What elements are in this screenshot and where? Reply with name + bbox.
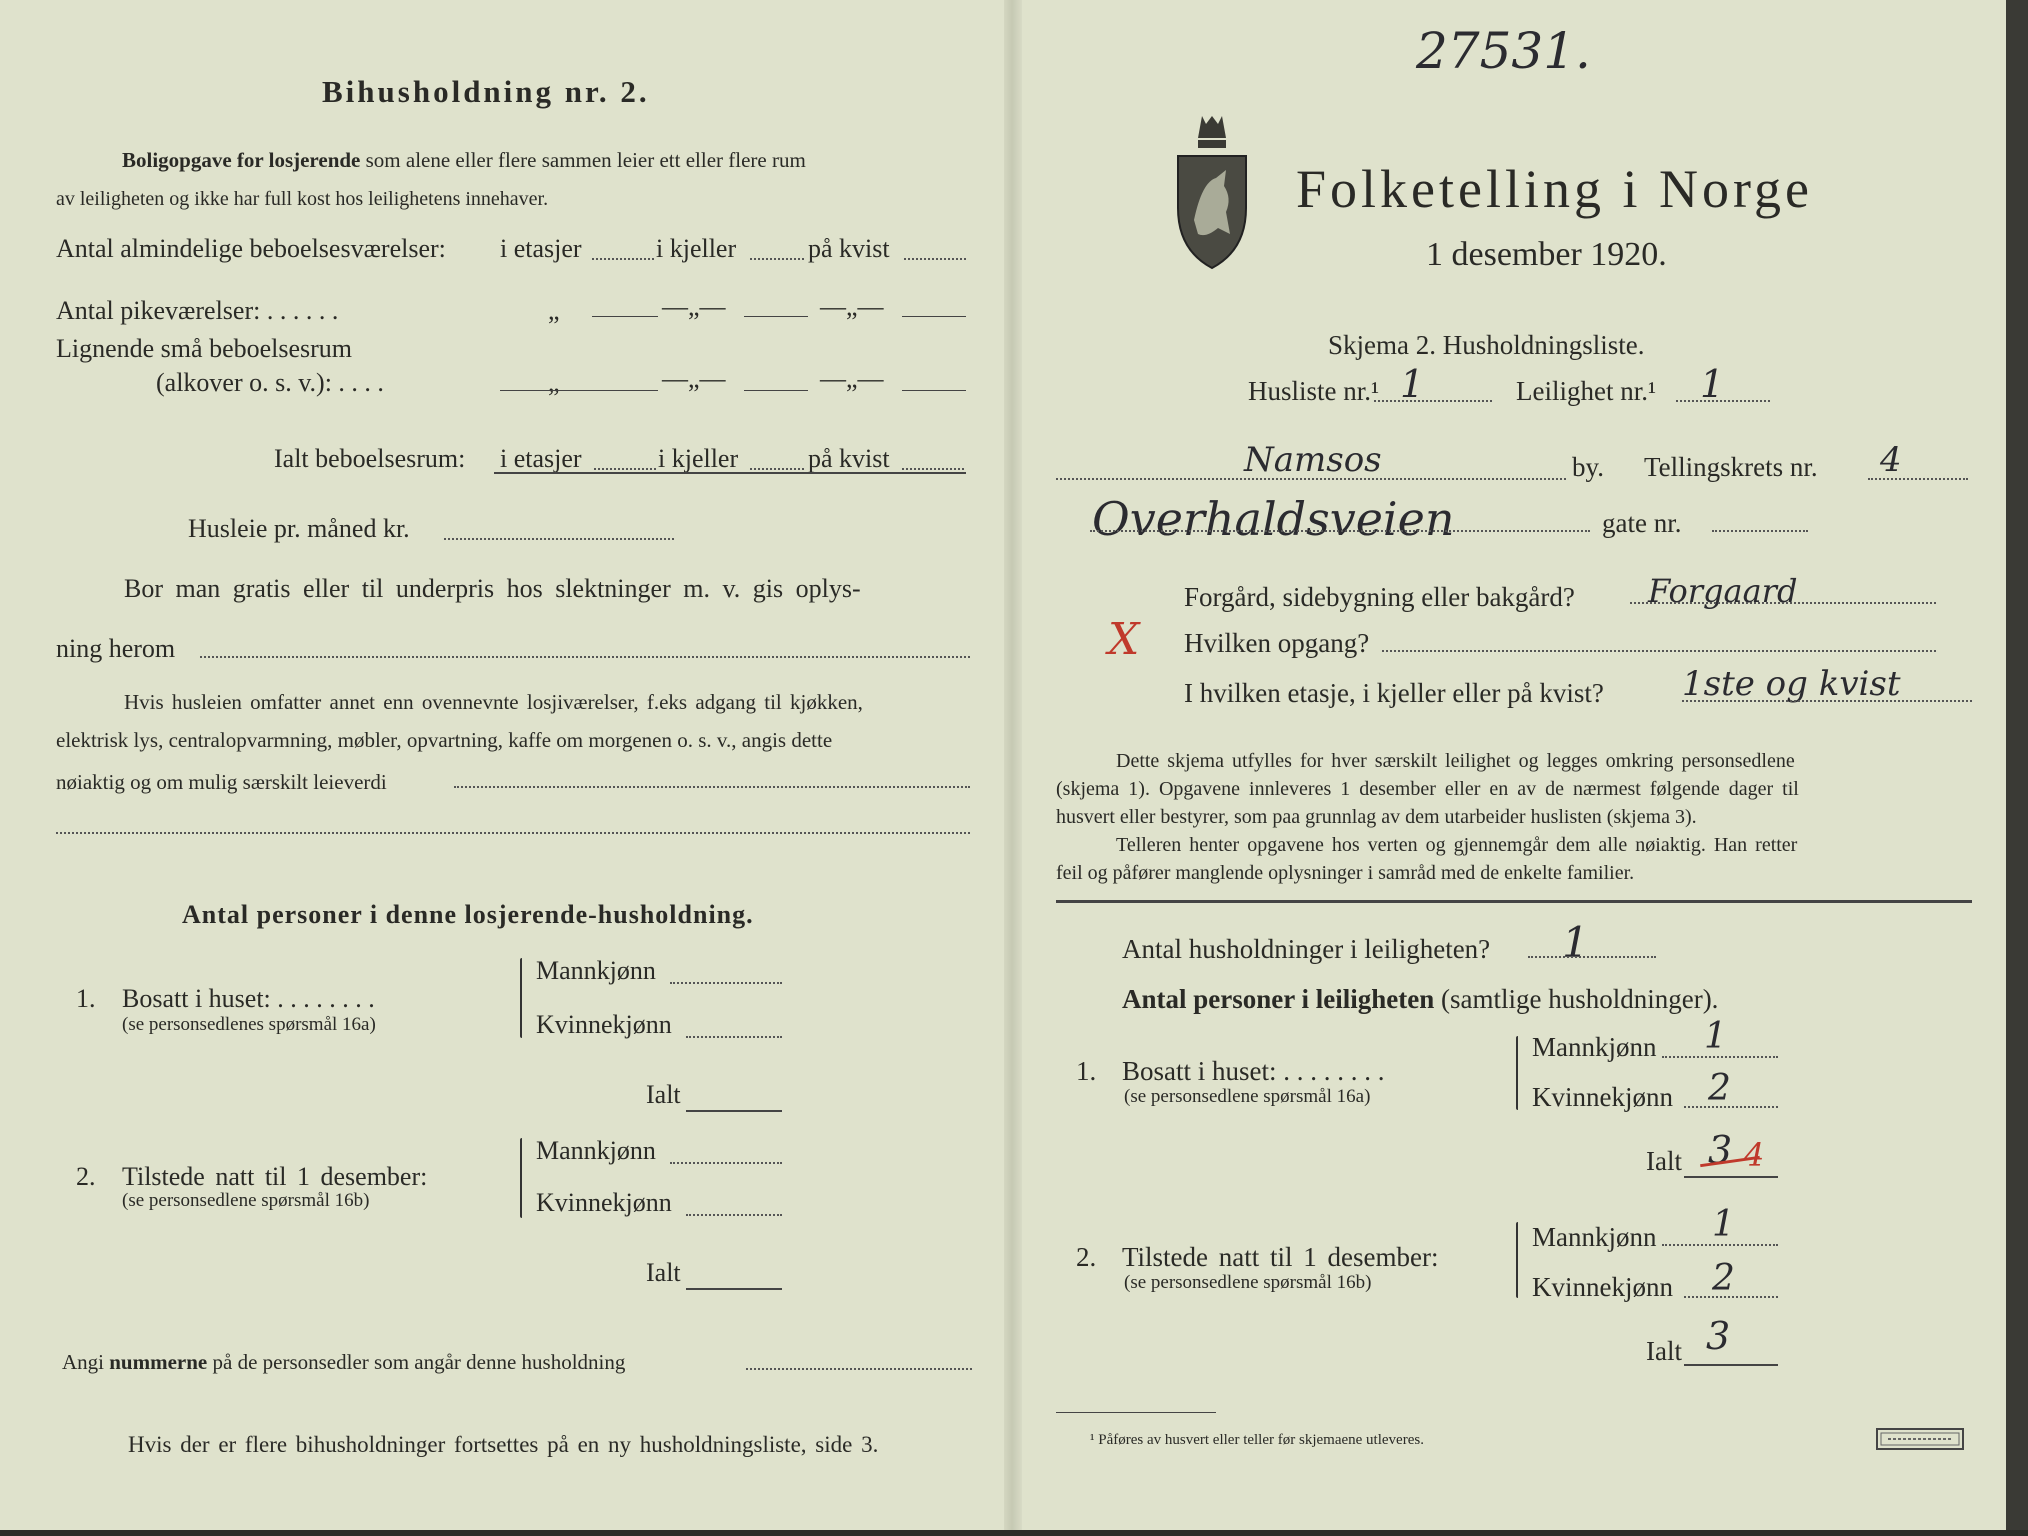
- right-q2-male-value[interactable]: 1: [1712, 1204, 1735, 1245]
- scan-edge: [2006, 0, 2028, 1536]
- right-q2-female-field[interactable]: [1684, 1296, 1778, 1298]
- gate-field[interactable]: [1090, 530, 1590, 532]
- husleie-para-1: Hvis husleien omfatter annet enn ovennevnte losjiværelser, f.eks adgang til kjøkken,: [124, 690, 863, 714]
- schema-label: Skjema 2. Husholdningsliste.: [1328, 330, 1645, 360]
- husliste-field[interactable]: [1374, 400, 1492, 402]
- right-date: 1 desember 1920.: [1426, 236, 1667, 273]
- left-q1-female-field[interactable]: [686, 1036, 782, 1038]
- husleie-para-3: nøiaktig og om mulig særskilt leieverdi: [56, 770, 387, 794]
- right-q1-total-struck: 4: [1744, 1136, 1765, 1174]
- opgang-mark: X: [1108, 614, 1140, 665]
- opgang-label: Hvilken opgang?: [1184, 628, 1370, 658]
- right-q1-male-label: Mannkjønn: [1532, 1032, 1657, 1062]
- total-kjeller-field[interactable]: [750, 468, 804, 470]
- small-rooms-label-1: Lignende små beboelsesrum: [56, 334, 353, 363]
- pike-kjeller-field[interactable]: [744, 316, 808, 317]
- pike-label: Antal pikeværelser: . . . . . .: [56, 296, 339, 325]
- husliste-value[interactable]: 1: [1400, 362, 1425, 406]
- right-q1-female-label: Kvinnekjønn: [1532, 1082, 1673, 1112]
- total-etasjer-field[interactable]: [594, 468, 656, 470]
- intro-line-2: av leiligheten og ikke har full kost hos leilighetens innehaver.: [56, 188, 549, 210]
- right-q1-label: Bosatt i huset: . . . . . . . .: [1122, 1056, 1385, 1086]
- right-persons-heading-bold: Antal personer i leiligheten: [1122, 984, 1435, 1014]
- rooms-label: Antal almindelige beboelsesværelser:: [56, 234, 446, 263]
- gate-label: gate nr.: [1602, 508, 1682, 538]
- right-persons-heading-rest: (samtlige husholdninger).: [1440, 984, 1719, 1014]
- small-rooms-label-2: (alkover o. s. v.): . . . .: [156, 368, 384, 397]
- by-field[interactable]: [1056, 478, 1566, 480]
- para2-line2: feil og påfører manglende oplysninger i samråd med de enkelte familier.: [1056, 862, 1635, 884]
- left-q2-label: Tilstede natt til 1 desember:: [122, 1162, 428, 1191]
- page-fold: [1004, 0, 1022, 1536]
- by-label: by.: [1572, 452, 1604, 482]
- krets-label: Tellingskrets nr.: [1644, 452, 1818, 482]
- left-q2-total-field[interactable]: [686, 1288, 782, 1290]
- right-q2-male-field[interactable]: [1662, 1244, 1778, 1246]
- left-footer: Hvis der er flere bihusholdninger fortsettes på en ny husholdningsliste, side 3.: [128, 1432, 879, 1457]
- forgard-value[interactable]: Forgaard: [1648, 572, 1798, 610]
- right-q2-total-value[interactable]: 3: [1706, 1314, 1731, 1358]
- total-rooms-col-etasjer: i etasjer: [500, 444, 582, 473]
- forgard-label: Forgård, sidebygning eller bakgård?: [1184, 582, 1575, 612]
- intro-rest: som alene eller flere sammen leier ett eller flere rum: [365, 148, 806, 172]
- leilighet-label: Leilighet nr.¹: [1516, 376, 1657, 406]
- left-q1-total-field[interactable]: [686, 1110, 782, 1112]
- section-divider: [1056, 900, 1972, 903]
- rent-label: Husleie pr. måned kr.: [188, 514, 410, 543]
- angi-line: [62, 1350, 625, 1375]
- pike-ditto: „: [548, 296, 560, 325]
- rooms-etasjer-field[interactable]: [592, 258, 654, 260]
- households-field[interactable]: [1528, 956, 1656, 958]
- right-persons-heading: [1122, 984, 1718, 1015]
- total-rooms-rule: [494, 472, 966, 474]
- left-q1-male-label: Mannkjønn: [536, 956, 656, 985]
- printer-stamp-icon: [1876, 1428, 1964, 1450]
- right-q1-brace: [1516, 1036, 1518, 1110]
- gate-value[interactable]: Overhaldsveien: [1092, 492, 1455, 546]
- rooms-col-kjeller: i kjeller: [656, 234, 737, 263]
- households-value[interactable]: 1: [1562, 918, 1589, 967]
- left-q2-sub: (se personsedlene spørsmål 16b): [122, 1190, 370, 1211]
- angi-rest: på de personsedler som angår denne husholdning: [212, 1350, 626, 1374]
- pike-kvist-field[interactable]: [902, 316, 966, 317]
- left-q1-num: 1.: [76, 984, 96, 1013]
- right-q2-male-label: Mannkjønn: [1532, 1222, 1657, 1252]
- right-q1-male-field[interactable]: [1662, 1056, 1778, 1058]
- angi-bold: nummerne: [109, 1350, 208, 1374]
- left-q1-female-label: Kvinnekjønn: [536, 1010, 672, 1039]
- right-q2-female-value[interactable]: 2: [1712, 1258, 1735, 1299]
- left-q2-male-field[interactable]: [670, 1162, 782, 1164]
- left-q1-total-label: Ialt: [646, 1080, 681, 1109]
- krets-field[interactable]: [1868, 478, 1968, 480]
- right-q2-num: 2.: [1076, 1242, 1097, 1272]
- total-rooms-col-kjeller: i kjeller: [658, 444, 739, 473]
- opgang-field[interactable]: [1382, 650, 1936, 652]
- intro-line-1: [122, 148, 806, 173]
- left-q1-sub: (se personsedlenes spørsmål 16a): [122, 1014, 376, 1035]
- right-q2-total-label: Ialt: [1646, 1336, 1682, 1366]
- right-q1-num: 1.: [1076, 1056, 1097, 1086]
- right-q1-sub: (se personsedlene spørsmål 16a): [1124, 1086, 1371, 1107]
- coat-of-arms-icon: [1172, 112, 1252, 272]
- small-rooms-ditto-3: —„—: [820, 364, 884, 393]
- gratis-line-1: Bor man gratis eller til underpris hos slektninger m. v. gis oplys-: [124, 574, 861, 603]
- by-value[interactable]: Namsos: [1244, 440, 1382, 480]
- leilighet-field[interactable]: [1676, 400, 1770, 402]
- husliste-label: Husliste nr.¹: [1248, 376, 1380, 406]
- left-q2-num: 2.: [76, 1162, 96, 1191]
- right-q1-male-value[interactable]: 1: [1704, 1016, 1727, 1057]
- total-rooms-col-kvist: på kvist: [808, 444, 890, 473]
- small-rooms-ditto-2: —„—: [662, 364, 726, 393]
- right-q1-female-field[interactable]: [1684, 1106, 1778, 1108]
- left-q1-brace: [520, 958, 522, 1038]
- right-q1-total-label: Ialt: [1646, 1146, 1682, 1176]
- pike-etasjer-field[interactable]: [592, 316, 658, 317]
- scan-edge-bottom: [0, 1530, 2028, 1536]
- husleie-para-2: elektrisk lys, centralopvarmning, møbler, opvartning, kaffe om morgenen o. s. v., angis dette: [56, 728, 833, 752]
- left-q2-female-label: Kvinnekjønn: [536, 1188, 672, 1217]
- right-q2-label: Tilstede natt til 1 desember:: [1122, 1242, 1439, 1272]
- small-rooms-ditto: „: [548, 368, 560, 397]
- gate-nr-field[interactable]: [1712, 530, 1808, 532]
- left-title: Bihusholdning nr. 2.: [322, 74, 650, 109]
- gratis-field[interactable]: [200, 656, 970, 658]
- left-q2-male-label: Mannkjønn: [536, 1136, 656, 1165]
- forgard-field[interactable]: [1630, 602, 1936, 604]
- left-persons-heading: Antal personer i denne losjerende-husholdning.: [182, 900, 754, 929]
- rent-field[interactable]: [444, 538, 674, 540]
- para1-line2: (skjema 1). Opgavene innleveres 1 desember eller en av de nærmest følgende dager til: [1056, 778, 1799, 800]
- total-rooms-label: Ialt beboelsesrum:: [274, 444, 466, 473]
- etasje-field[interactable]: [1682, 700, 1972, 702]
- right-q2-total-field[interactable]: [1684, 1364, 1778, 1366]
- right-q1-female-value[interactable]: 2: [1708, 1068, 1731, 1109]
- krets-value[interactable]: 4: [1880, 440, 1902, 480]
- intro-bold: Boligopgave for losjerende: [122, 148, 361, 172]
- left-q1-male-field[interactable]: [670, 982, 782, 984]
- rooms-kvist-field[interactable]: [904, 258, 966, 260]
- footnote: ¹ Påføres av husvert eller teller før skjemaene utleveres.: [1090, 1432, 1424, 1448]
- households-label: Antal husholdninger i leiligheten?: [1122, 934, 1491, 964]
- leilighet-value[interactable]: 1: [1700, 362, 1725, 406]
- right-title: Folketelling i Norge: [1296, 159, 1813, 219]
- right-q2-brace: [1516, 1222, 1518, 1298]
- leieverdi-field[interactable]: [454, 786, 970, 788]
- left-q2-brace: [520, 1138, 522, 1218]
- etasje-label: I hvilken etasje, i kjeller eller på kvist?: [1184, 678, 1604, 708]
- right-q2-female-label: Kvinnekjønn: [1532, 1272, 1673, 1302]
- footnote-rule: [1056, 1412, 1216, 1413]
- pike-ditto-3: —„—: [820, 292, 884, 321]
- rooms-col-etasjer: i etasjer: [500, 234, 582, 263]
- angi-field[interactable]: [746, 1368, 972, 1370]
- pike-ditto-2: —„—: [662, 292, 726, 321]
- gratis-line-2: ning herom: [56, 634, 176, 663]
- left-q2-female-field[interactable]: [686, 1214, 782, 1216]
- rooms-col-kvist: på kvist: [808, 234, 890, 263]
- leieverdi-field-2[interactable]: [56, 832, 970, 834]
- right-q1-total-value[interactable]: 3: [1708, 1128, 1733, 1172]
- left-q1-label: Bosatt i huset: . . . . . . . .: [122, 984, 375, 1013]
- para2-line1: Telleren henter opgavene hos verten og gjennemgår dem alle nøiaktig. Han retter: [1116, 834, 1798, 856]
- small-rooms-etasjer-field[interactable]: [500, 390, 658, 391]
- para1-line1: Dette skjema utfylles for hver særskilt leilighet og legges omkring personsedlene: [1116, 750, 1795, 772]
- total-kvist-field[interactable]: [902, 468, 964, 470]
- small-rooms-kvist-field[interactable]: [902, 390, 966, 391]
- etasje-value[interactable]: 1ste og kvist: [1682, 664, 1901, 704]
- rooms-kjeller-field[interactable]: [750, 258, 804, 260]
- right-q1-total-field[interactable]: [1684, 1176, 1778, 1178]
- angi-pre: Angi: [62, 1350, 104, 1374]
- para1-line3: husvert eller bestyrer, som paa grunnlag av dem utarbeider huslisten (skjema 3).: [1056, 806, 1697, 828]
- right-q2-sub: (se personsedlene spørsmål 16b): [1124, 1272, 1372, 1293]
- archive-number: 27531.: [1416, 22, 1591, 80]
- left-q2-total-label: Ialt: [646, 1258, 681, 1287]
- small-rooms-kjeller-field[interactable]: [744, 390, 808, 391]
